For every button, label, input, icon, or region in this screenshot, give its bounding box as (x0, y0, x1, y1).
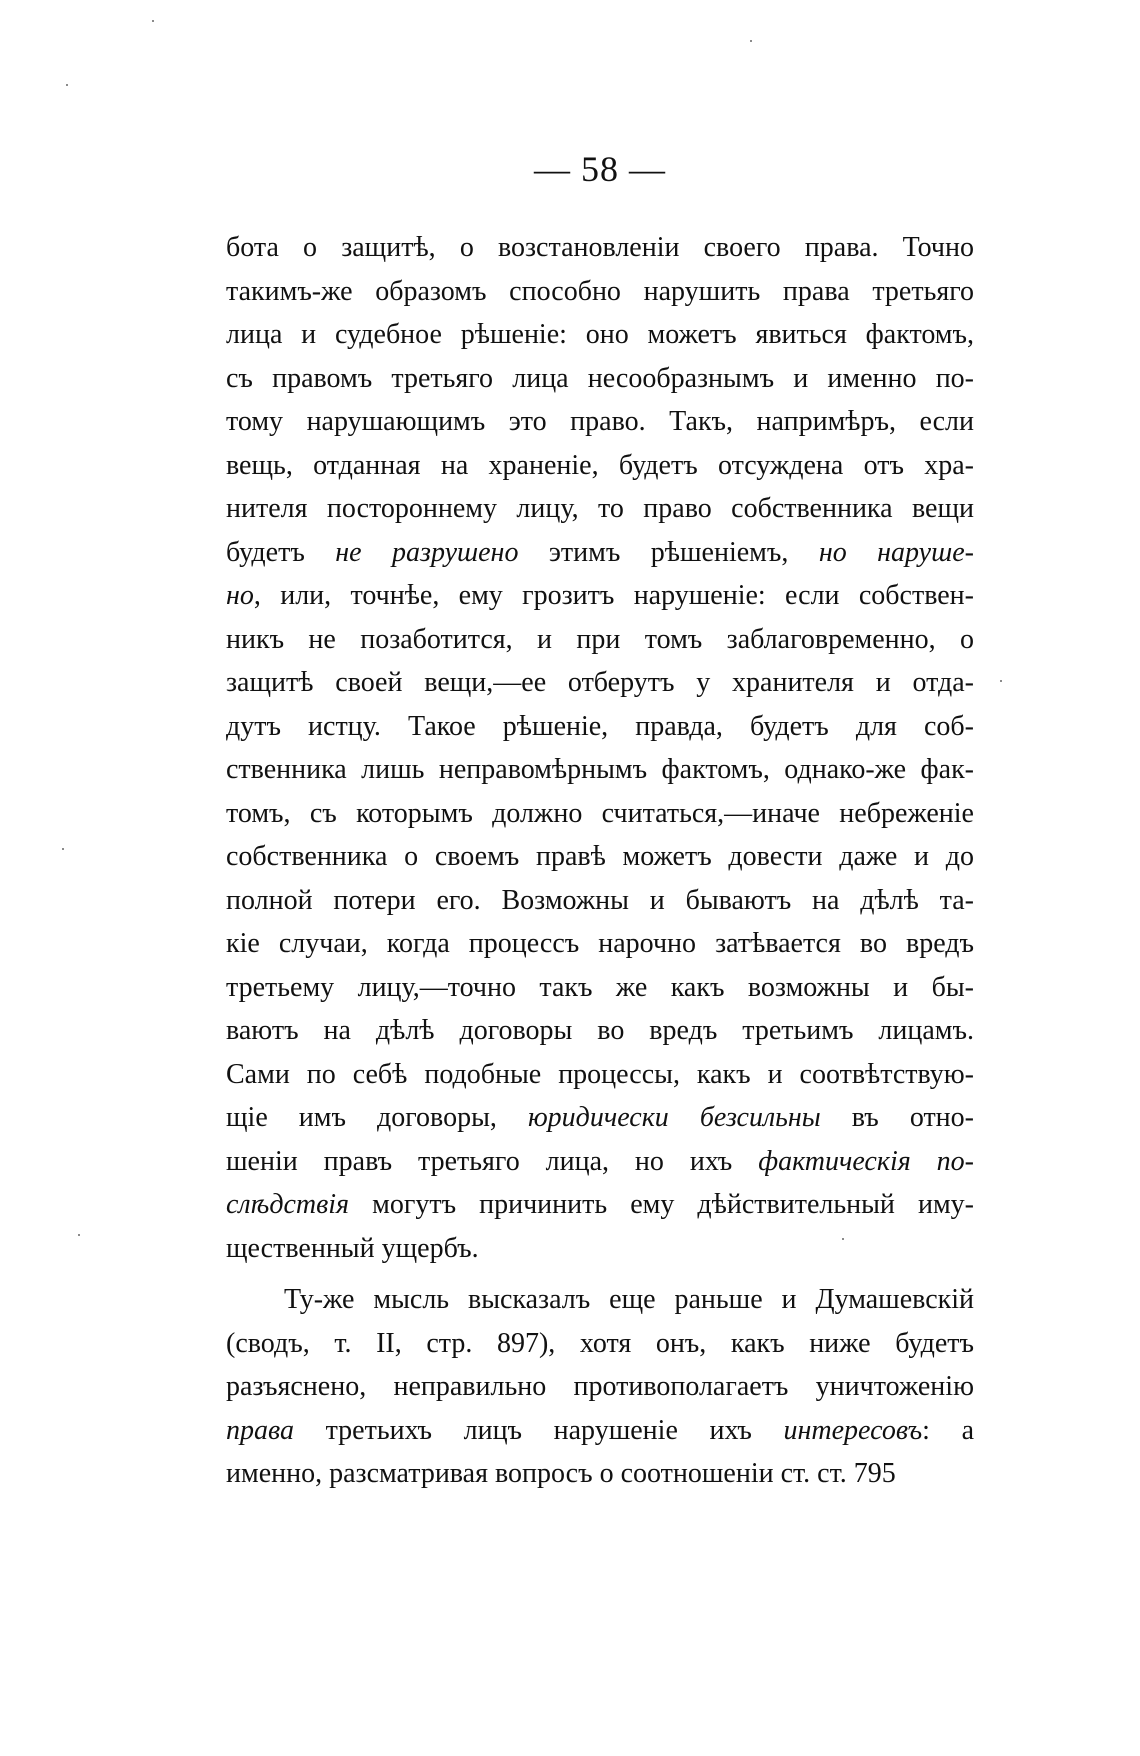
text-run: съ правомъ третьяго лица несообразнымъ и именно по- (226, 362, 974, 394)
text-run: кіе случаи, когда процессъ нарочно затѣвается во вредъ (226, 928, 974, 959)
text-line (226, 1322, 974, 1366)
text-run: (сводъ, т. II, стр. 897), хотя онъ, какъ ниже будетъ (226, 1327, 974, 1359)
text-line (226, 444, 974, 488)
text-line (226, 835, 974, 879)
text-line (226, 618, 974, 662)
emphasized-text: но (226, 580, 254, 611)
text-line (226, 270, 974, 314)
page-number: — 58 — (534, 149, 666, 189)
text-line (226, 226, 974, 270)
paper-speck (152, 20, 154, 22)
emphasized-text: юридически безсильны (527, 1102, 821, 1133)
text-line (226, 357, 974, 401)
paper-speck (62, 848, 64, 850)
text-line (226, 1053, 974, 1097)
text-run: собственника о своемъ правѣ можетъ довести даже и до (226, 841, 974, 872)
text-run: Ту-же мысль высказалъ еще раньше и Думашевскій (284, 1284, 974, 1315)
text-line (226, 1409, 974, 1453)
text-run: нителя постороннему лицу, то право собственника вещи (226, 493, 974, 524)
text-run: третьему лицу,—точно такъ же какъ возможны и бы- (226, 971, 974, 1003)
emphasized-text: права (226, 1414, 294, 1446)
emphasized-text: фактическія по- (758, 1145, 974, 1177)
text-run: третьихъ лицъ нарушеніе ихъ (293, 1414, 784, 1446)
text-line (226, 1183, 974, 1227)
text-line (226, 313, 974, 357)
paper-speck (78, 1234, 80, 1236)
text-run: шеніи правъ третьяго лица, но ихъ (226, 1145, 759, 1177)
text-run: этимъ рѣшеніемъ, (518, 536, 819, 568)
text-run: вещь, отданная на храненіе, будетъ отсуждена отъ хра- (226, 449, 974, 481)
text-run: , или, точнѣе, ему грозитъ нарушеніе: если собствен- (253, 580, 974, 611)
text-line (226, 1278, 974, 1322)
text-run: дутъ истцу. Такое рѣшеніе, правда, будетъ для соб- (226, 710, 974, 742)
paragraph-gap (226, 1270, 974, 1278)
text-line (226, 966, 974, 1010)
emphasized-text: слѣдствія (226, 1189, 350, 1220)
text-run: могутъ причинить ему дѣйствительный иму- (349, 1189, 974, 1220)
emphasized-text: интересовъ (783, 1414, 923, 1446)
emphasized-text: но наруше- (818, 536, 974, 568)
text-run: именно, разсматривая вопросъ о соотношеніи ст. ст. 795 (226, 1458, 896, 1489)
text-line (226, 922, 974, 966)
text-line (226, 792, 974, 836)
text-run: полной потери его. Возможны и бываютъ на дѣлѣ та- (226, 884, 974, 916)
paper-speck (66, 84, 68, 86)
text-line (226, 1009, 974, 1053)
text-line (226, 1140, 974, 1184)
text-run: ваютъ на дѣлѣ договоры во вредъ третьимъ лицамъ. (226, 1015, 974, 1046)
text-line (226, 574, 974, 618)
body-text (226, 226, 974, 1496)
text-run: никъ не позаботится, и при томъ заблаговременно, о (226, 623, 974, 655)
text-run: будетъ (226, 536, 336, 568)
text-run: въ отно- (820, 1102, 974, 1133)
paper-speck (842, 1238, 844, 1240)
text-line (226, 879, 974, 923)
text-run: томъ, съ которымъ должно считаться,—иначе небреженіе (226, 797, 974, 829)
text-run: защитѣ своей вещи,—ее отберутъ у хранителя и отда- (226, 667, 974, 698)
text-line (226, 487, 974, 531)
paper-speck (750, 40, 752, 42)
text-run: тому нарушающимъ это право. Такъ, напримѣръ, если (226, 406, 974, 437)
text-run: разъяснено, неправильно противополагаетъ уничтоженію (226, 1371, 974, 1402)
text-run: ственника лишь неправомѣрнымъ фактомъ, однако-же фак- (226, 754, 974, 785)
text-run: Сами по себѣ подобные процессы, какъ и соотвѣтствую- (226, 1058, 974, 1090)
text-line (226, 705, 974, 749)
text-run: : а (922, 1414, 974, 1446)
emphasized-text: не разрушено (335, 536, 519, 568)
paper-speck (1000, 680, 1002, 682)
text-run: щественный ущербъ. (226, 1232, 479, 1264)
text-line (226, 748, 974, 792)
text-line (226, 400, 974, 444)
text-run: лица и судебное рѣшеніе: оно можетъ явиться фактомъ, (226, 319, 974, 350)
text-line (226, 1365, 974, 1409)
text-line (226, 1096, 974, 1140)
text-line (226, 531, 974, 575)
text-line (226, 661, 974, 705)
text-run: бота о защитѣ, о возстановленіи своего права. Точно (226, 232, 974, 263)
text-line (226, 1452, 974, 1496)
text-run: щіе имъ договоры, (226, 1102, 528, 1133)
text-line (226, 1227, 974, 1271)
text-run: такимъ-же образомъ способно нарушить права третьяго (226, 275, 974, 307)
